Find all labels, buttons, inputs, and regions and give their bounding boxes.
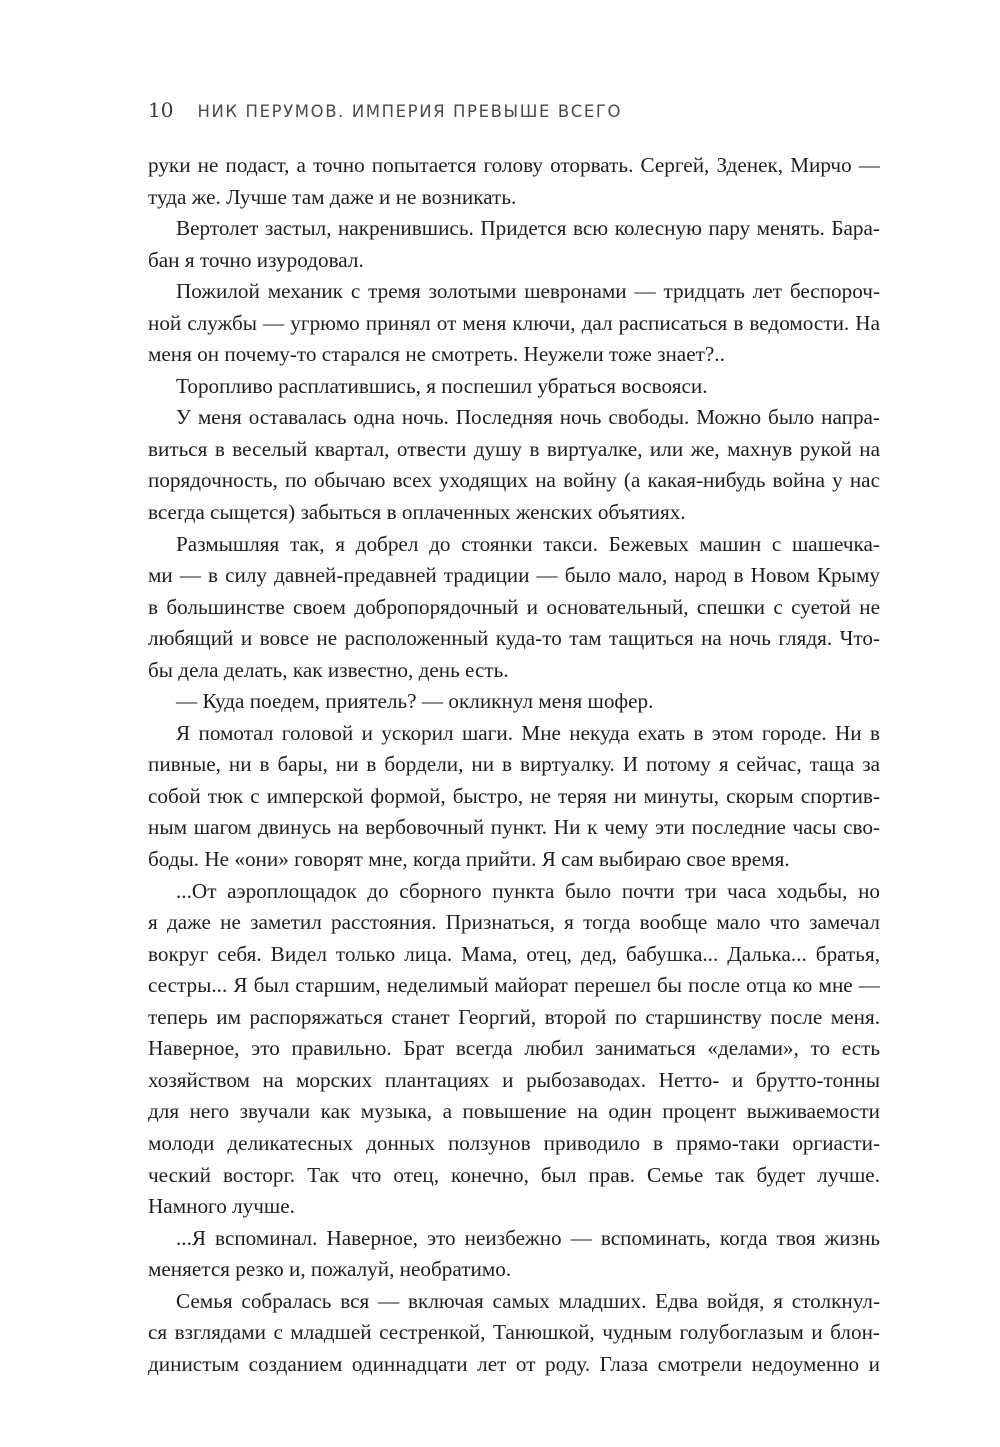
text-line: для него звучали как музыка, а повышение на один процент выживаемости — [148, 1099, 880, 1124]
text-line: в большинстве своем добропорядочный и основательный, спешки с суетой не — [148, 594, 880, 619]
text-line: теперь им распоряжаться станет Георгий, второй по старшинству после меня. — [148, 1004, 880, 1029]
text-line: Вертолет застыл, накренившись. Придется всю колесную пару менять. Бара- — [176, 216, 880, 241]
text-line: ной службы — угрюмо принял от меня ключи, дал расписаться в ведомости. На — [148, 310, 880, 335]
text-line: бан я точно изуродовал. — [148, 247, 364, 272]
text-line: меня он почему-то старался не смотреть. Неужели тоже знает?.. — [148, 342, 725, 367]
running-head-title: НИК ПЕРУМОВ. ИМПЕРИЯ ПРЕВЫШЕ ВСЕГО — [197, 102, 623, 121]
text-line: — Куда поедем, приятель? — окликнул меня шофер. — [176, 689, 654, 714]
text-line: руки не подаст, а точно попытается голову оторвать. Сергей, Зденек, Мирчо — — [148, 153, 880, 177]
text-line: всегда сыщется) забыться в оплаченных женских объятиях. — [148, 500, 686, 525]
text-line: молоди деликатесных донных ползунов приводило в прямо-таки оргиасти- — [148, 1130, 880, 1155]
text-line: Торопливо расплатившись, я поспешил убраться восвояси. — [176, 373, 708, 398]
body-text — [148, 150, 880, 1380]
text-line: бы дела делать, как известно, день есть. — [148, 657, 509, 682]
text-line: ми — в силу давней-предавней традиции — было мало, народ в Новом Крыму — [148, 563, 880, 588]
text-line: вокруг себя. Видел только лица. Мама, отец, дед, бабушка... Далька... братья, — [148, 941, 880, 966]
text-line: я даже не заметил расстояния. Признаться, я тогда вообще мало что замечал — [148, 910, 880, 935]
text-line: меняется резко и, пожалуй, необратимо. — [148, 1257, 512, 1282]
text-line: ческий восторг. Так что отец, конечно, был прав. Семье так будет лучше. — [148, 1162, 880, 1187]
text-line: сестры... Я был старшим, неделимый майорат перешел бы после отца ко мне — — [148, 973, 880, 998]
page-number: 10 — [148, 98, 174, 122]
text-line: порядочность, по обычаю всех уходящих на войну (а какая-нибудь война у нас — [148, 468, 880, 493]
text-line: пивные, ни в бары, ни в бордели, ни в виртуалку. И потому я сейчас, таща за — [148, 752, 880, 777]
text-line: туда же. Лучше там даже и не возникать. — [148, 184, 517, 209]
text-line: Намного лучше. — [148, 1194, 295, 1219]
text-line: ...От аэроплощадок до сборного пункта было почти три часа ходьбы, но — [176, 878, 880, 903]
text-line: Семья собралась вся — включая самых младших. Едва войдя, я столкнул- — [176, 1288, 880, 1313]
text-line: хозяйством на морских плантациях и рыбозаводах. Нетто- и брутто-тонны — [148, 1067, 880, 1092]
text-line: боды. Не «они» говорят мне, когда прийти. Я сам выбираю свое время. — [148, 847, 790, 872]
text-line: ся взглядами с младшей сестренкой, Танюшкой, чудным голубоглазым и блон- — [148, 1320, 880, 1345]
text-line: Пожилой механик с тремя золотыми шевронами — тридцать лет беспороч- — [176, 279, 880, 304]
text-line: Наверное, это правильно. Брат всегда любил заниматься «делами», то есть — [148, 1036, 880, 1061]
text-line: ...Я вспоминал. Наверное, это неизбежно — вспоминать, когда твоя жизнь — [176, 1225, 880, 1250]
text-line: Размышляя так, я добрел до стоянки такси. Бежевых машин с шашечка- — [176, 531, 880, 556]
text-line: динистым созданием одиннадцати лет от роду. Глаза смотрели недоуменно и — [148, 1351, 880, 1376]
text-line: любящий и вовсе не расположенный куда-то там тащиться на ночь глядя. Что- — [148, 626, 880, 651]
text-line: У меня оставалась одна ночь. Последняя ночь свободы. Можно было напра- — [176, 405, 880, 430]
text-line: виться в веселый квартал, отвести душу в виртуалке, или же, махнув рукой на — [148, 436, 880, 461]
text-line: Я помотал головой и ускорил шаги. Мне некуда ехать в этом городе. Ни в — [176, 720, 880, 745]
text-line: собой тюк с имперской формой, быстро, не теряя ни минуты, скорым спортив- — [148, 783, 880, 808]
running-head — [148, 98, 622, 122]
text-line: ным шагом двинусь на вербовочный пункт. Ни к чему эти последние часы сво- — [148, 815, 880, 840]
